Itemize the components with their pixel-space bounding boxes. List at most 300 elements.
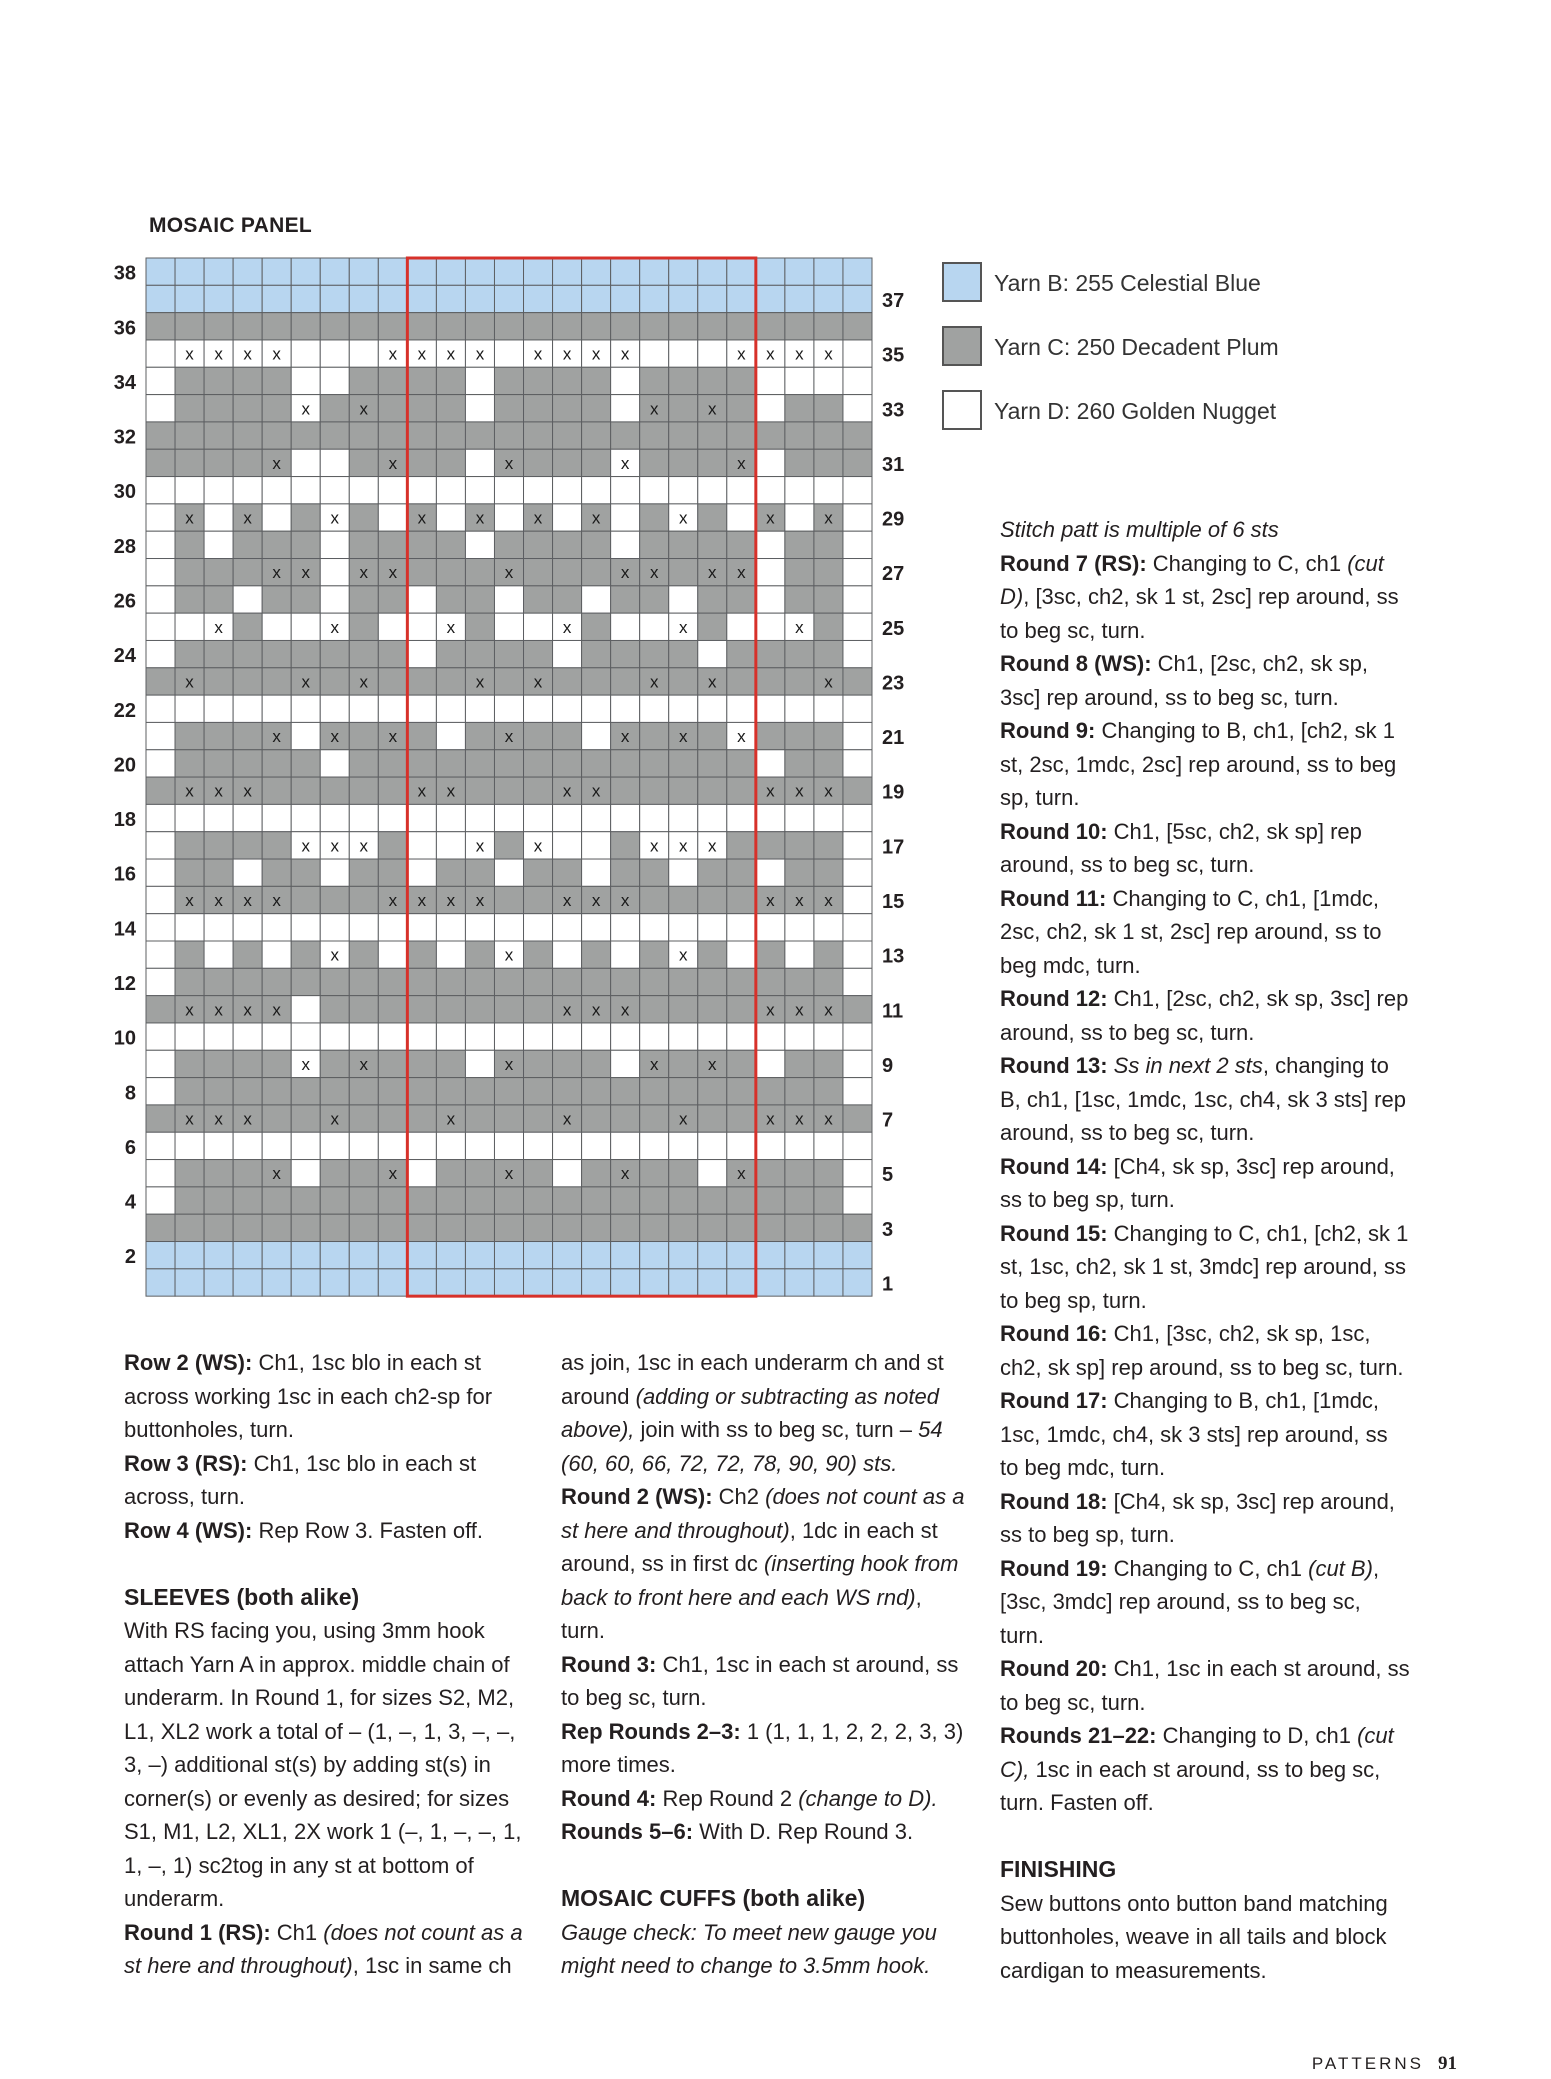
chart-cell <box>320 750 349 777</box>
chart-cell <box>378 422 407 449</box>
row-label-left: 30 <box>113 481 136 504</box>
chart-cell <box>640 340 669 367</box>
chart-cell <box>727 586 756 613</box>
row-label-left: 24 <box>113 645 136 668</box>
chart-cell <box>553 1078 582 1105</box>
x-mark: x <box>214 781 223 801</box>
row-label-right: 35 <box>882 344 905 367</box>
chart-cell <box>611 1214 640 1241</box>
chart-cell <box>262 1187 291 1214</box>
chart-cell <box>378 1269 407 1296</box>
chart-cell <box>669 914 698 941</box>
panel-title: MOSAIC PANEL <box>149 214 313 237</box>
chart-cell <box>349 1269 378 1296</box>
chart-cell <box>146 258 175 285</box>
chart-cell <box>494 367 523 394</box>
chart-cell <box>756 722 785 749</box>
chart-cell <box>204 1132 233 1159</box>
x-mark: x <box>766 891 775 911</box>
chart-cell <box>465 859 494 886</box>
chart-cell <box>843 477 872 504</box>
chart-cell <box>582 859 611 886</box>
chart-cell <box>698 313 727 340</box>
chart-cell <box>553 504 582 531</box>
gauge-check-note: Gauge check: To meet new gauge you might need to change to 3.5mm hook. <box>561 1919 937 1978</box>
x-mark: x <box>417 508 427 528</box>
chart-cell <box>494 832 523 859</box>
chart-cell <box>262 258 291 285</box>
chart-cell <box>698 914 727 941</box>
x-mark: x <box>533 672 543 692</box>
chart-cell <box>465 1160 494 1187</box>
chart-cell <box>465 586 494 613</box>
x-mark: x <box>620 453 630 473</box>
chart-cell <box>814 477 843 504</box>
chart-cell <box>349 777 378 804</box>
chart-cell <box>843 531 872 558</box>
chart-cell <box>407 1242 436 1269</box>
chart-cell <box>524 968 553 995</box>
chart-cell <box>204 1187 233 1214</box>
chart-cell <box>553 914 582 941</box>
legend-label-yarn-d: Yarn D: 260 Golden Nugget <box>994 398 1277 424</box>
round-instruction: Round 13: Ss in next 2 sts, changing to B, ch1, [1sc, 1mdc, 1sc, ch4, sk 3 sts] rep around, ss to beg sc, turn. <box>1000 1053 1406 1145</box>
chart-cell <box>378 668 407 695</box>
chart-cell <box>756 313 785 340</box>
chart-cell <box>175 941 204 968</box>
chart-cell <box>669 1187 698 1214</box>
chart-cell <box>320 313 349 340</box>
chart-cell <box>843 722 872 749</box>
chart-cell <box>175 859 204 886</box>
x-mark: x <box>737 453 746 473</box>
chart-cell <box>465 1105 494 1132</box>
chart-cell <box>611 367 640 394</box>
chart-cell <box>494 1132 523 1159</box>
chart-cell <box>640 859 669 886</box>
chart-cell <box>349 1078 378 1105</box>
x-mark: x <box>301 836 310 856</box>
chart-cell <box>175 586 204 613</box>
chart-cell <box>204 1160 233 1187</box>
chart-cell <box>262 1214 291 1241</box>
chart-cell <box>582 1269 611 1296</box>
chart-cell <box>669 1269 698 1296</box>
x-mark: x <box>330 1109 340 1129</box>
chart-cell <box>378 367 407 394</box>
chart-cell <box>233 449 262 476</box>
x-mark: x <box>272 344 281 364</box>
chart-cell <box>494 777 523 804</box>
chart-cell <box>349 722 378 749</box>
round-instruction: Round 15: Changing to C, ch1, [ch2, sk 1 st, 1sc, ch2, sk 1 st, 3mdc] rep around, ss to beg sp, turn. <box>1000 1220 1409 1313</box>
chart-cell <box>669 859 698 886</box>
chart-cell <box>407 1078 436 1105</box>
chart-cell <box>378 1214 407 1241</box>
chart-cell <box>436 1187 465 1214</box>
chart-cell <box>407 914 436 941</box>
chart-cell <box>727 395 756 422</box>
chart-cell <box>407 313 436 340</box>
x-mark: x <box>359 672 369 692</box>
chart-cell <box>262 504 291 531</box>
x-mark: x <box>591 508 601 528</box>
chart-cell <box>436 504 465 531</box>
chart-cell <box>698 1187 727 1214</box>
chart-cell <box>843 586 872 613</box>
chart-cell <box>814 422 843 449</box>
chart-cell <box>524 285 553 312</box>
chart-cell <box>524 531 553 558</box>
chart-cell <box>378 777 407 804</box>
chart-cell <box>582 640 611 667</box>
chart-cell <box>291 695 320 722</box>
chart-cell <box>378 313 407 340</box>
chart-cell <box>669 258 698 285</box>
chart-cell <box>698 777 727 804</box>
chart-cell <box>233 859 262 886</box>
chart-cell <box>320 285 349 312</box>
chart-cell <box>378 859 407 886</box>
row-label-right: 33 <box>882 399 905 422</box>
chart-cell <box>291 449 320 476</box>
chart-cell <box>233 914 262 941</box>
chart-cell <box>262 1105 291 1132</box>
chart-cell <box>727 941 756 968</box>
chart-cell <box>814 1023 843 1050</box>
chart-cell <box>320 367 349 394</box>
chart-cell <box>146 1160 175 1187</box>
chart-cell <box>291 285 320 312</box>
chart-cell <box>524 941 553 968</box>
chart-cell <box>465 1269 494 1296</box>
chart-cell <box>814 1050 843 1077</box>
x-mark: x <box>591 891 601 911</box>
chart-cell <box>756 914 785 941</box>
x-mark: x <box>737 1164 746 1184</box>
chart-cell <box>814 695 843 722</box>
chart-cell <box>727 1269 756 1296</box>
chart-cell <box>465 559 494 586</box>
chart-cell <box>843 750 872 777</box>
chart-cell <box>640 1242 669 1269</box>
chart-cell <box>640 886 669 913</box>
chart-cell <box>756 1269 785 1296</box>
x-mark: x <box>824 344 833 364</box>
chart-cell <box>262 804 291 831</box>
row-instruction: Row 3 (RS): Ch1, 1sc blo in each st across, turn. <box>124 1450 477 1509</box>
chart-cell <box>146 941 175 968</box>
chart-cell <box>465 422 494 449</box>
chart-cell <box>378 504 407 531</box>
chart-cell <box>640 258 669 285</box>
chart-cell <box>233 832 262 859</box>
chart-cell <box>814 859 843 886</box>
row-label-left: 8 <box>124 1082 136 1105</box>
chart-cell <box>843 504 872 531</box>
chart-cell <box>756 941 785 968</box>
chart-cell <box>204 313 233 340</box>
chart-cell <box>727 531 756 558</box>
x-mark: x <box>185 508 194 528</box>
chart-cell <box>320 668 349 695</box>
chart-cell <box>146 968 175 995</box>
chart-cell <box>320 1078 349 1105</box>
chart-cell <box>349 285 378 312</box>
chart-cell <box>553 804 582 831</box>
x-mark: x <box>272 563 281 583</box>
chart-cell <box>814 586 843 613</box>
chart-cell <box>727 996 756 1023</box>
finishing-heading: FINISHING <box>1000 1856 1117 1882</box>
chart-cell <box>553 285 582 312</box>
chart-cell <box>582 1160 611 1187</box>
chart-cell <box>146 1187 175 1214</box>
chart-cell <box>756 1132 785 1159</box>
chart-cell <box>378 1187 407 1214</box>
chart-cell <box>320 996 349 1023</box>
chart-cell <box>640 804 669 831</box>
chart-cell <box>465 449 494 476</box>
chart-cell <box>785 750 814 777</box>
chart-cell <box>436 395 465 422</box>
chart-cell <box>524 996 553 1023</box>
chart-cell <box>465 695 494 722</box>
chart-cell <box>349 1132 378 1159</box>
row-label-left: 34 <box>113 371 136 394</box>
chart-cell <box>727 832 756 859</box>
chart-cell <box>669 1023 698 1050</box>
round-1-instruction: Round 1 (RS): Ch1 (does not count as a st here and throughout), 1sc in same ch <box>124 1919 523 1978</box>
chart-cell <box>407 640 436 667</box>
chart-cell <box>175 395 204 422</box>
chart-cell <box>494 395 523 422</box>
chart-cell <box>524 367 553 394</box>
chart-cell <box>378 1242 407 1269</box>
chart-cell <box>494 668 523 695</box>
x-mark: x <box>795 344 804 364</box>
chart-cell <box>669 477 698 504</box>
chart-cell <box>582 722 611 749</box>
chart-cell <box>553 968 582 995</box>
chart-cell <box>524 258 553 285</box>
chart-cell <box>465 258 494 285</box>
chart-cell <box>349 313 378 340</box>
x-mark: x <box>475 891 485 911</box>
chart-cell <box>291 777 320 804</box>
chart-cell <box>407 559 436 586</box>
chart-cell <box>407 422 436 449</box>
chart-cell <box>669 340 698 367</box>
chart-cell <box>843 1269 872 1296</box>
chart-cell <box>727 477 756 504</box>
chart-cell <box>349 258 378 285</box>
chart-cell <box>407 1187 436 1214</box>
x-mark: x <box>708 563 717 583</box>
chart-cell <box>669 1160 698 1187</box>
chart-cell <box>582 449 611 476</box>
chart-cell <box>611 531 640 558</box>
chart-cell <box>553 859 582 886</box>
chart-cell <box>262 367 291 394</box>
chart-cell <box>233 1214 262 1241</box>
row-label-left: 10 <box>113 1027 136 1050</box>
chart-cell <box>611 1242 640 1269</box>
chart-cell <box>843 968 872 995</box>
chart-cell <box>407 750 436 777</box>
chart-cell <box>785 367 814 394</box>
x-mark: x <box>649 399 659 419</box>
chart-cell <box>146 750 175 777</box>
chart-cell <box>407 859 436 886</box>
chart-cell <box>204 586 233 613</box>
chart-cell <box>756 1050 785 1077</box>
row-label-left: 18 <box>113 809 136 832</box>
chart-cell <box>233 1160 262 1187</box>
chart-cell <box>640 914 669 941</box>
chart-cell <box>727 1242 756 1269</box>
chart-cell <box>146 640 175 667</box>
chart-cell <box>611 1269 640 1296</box>
x-mark: x <box>533 836 543 856</box>
chart-cell <box>494 750 523 777</box>
round-instruction: Round 7 (RS): Changing to C, ch1 (cut D), [3sc, ch2, sk 1 st, 2sc] rep around, ss to beg sc, turn. <box>1000 550 1399 643</box>
chart-cell <box>669 1214 698 1241</box>
chart-cell <box>349 968 378 995</box>
chart-cell <box>175 1160 204 1187</box>
chart-cell <box>146 559 175 586</box>
chart-cell <box>843 1078 872 1105</box>
x-mark: x <box>272 1000 281 1020</box>
chart-cell <box>146 1050 175 1077</box>
chart-cell <box>582 1132 611 1159</box>
chart-cell <box>407 996 436 1023</box>
chart-cell <box>494 586 523 613</box>
chart-cell <box>640 613 669 640</box>
chart-cell <box>291 586 320 613</box>
chart-cell <box>436 832 465 859</box>
chart-cell <box>320 914 349 941</box>
chart-cell <box>291 367 320 394</box>
chart-cell <box>407 477 436 504</box>
chart-cell <box>553 1214 582 1241</box>
chart-cell <box>698 941 727 968</box>
chart-cell <box>611 1105 640 1132</box>
chart-cell <box>756 559 785 586</box>
chart-cell <box>233 1050 262 1077</box>
chart-cell <box>843 1187 872 1214</box>
chart-cell <box>698 886 727 913</box>
chart-cell <box>146 1132 175 1159</box>
chart-cell <box>465 531 494 558</box>
chart-cell <box>407 968 436 995</box>
chart-cell <box>727 1023 756 1050</box>
chart-cell <box>843 1050 872 1077</box>
chart-cell <box>233 695 262 722</box>
x-mark: x <box>766 1109 775 1129</box>
chart-cell <box>407 668 436 695</box>
x-mark: x <box>214 1109 223 1129</box>
chart-cell <box>640 367 669 394</box>
chart-cell <box>349 1187 378 1214</box>
chart-cell <box>175 832 204 859</box>
chart-cell <box>436 804 465 831</box>
chart-cell <box>785 258 814 285</box>
chart-cell <box>611 695 640 722</box>
x-mark: x <box>504 1164 514 1184</box>
chart-cell <box>262 1050 291 1077</box>
chart-cell <box>553 1160 582 1187</box>
x-mark: x <box>591 781 601 801</box>
chart-cell <box>204 477 233 504</box>
x-mark: x <box>272 727 281 747</box>
chart-cell <box>407 258 436 285</box>
chart-cell <box>349 1023 378 1050</box>
chart-cell <box>349 504 378 531</box>
chart-cell <box>843 777 872 804</box>
chart-cell <box>553 1023 582 1050</box>
chart-cell <box>175 695 204 722</box>
chart-cell <box>262 613 291 640</box>
chart-cell <box>175 285 204 312</box>
chart-cell <box>843 613 872 640</box>
chart-cell <box>611 777 640 804</box>
chart-cell <box>814 1132 843 1159</box>
x-mark: x <box>330 617 340 637</box>
chart-cell <box>262 914 291 941</box>
chart-cell <box>611 1050 640 1077</box>
chart-cell <box>582 313 611 340</box>
x-mark: x <box>766 508 775 528</box>
chart-cell <box>175 1132 204 1159</box>
x-mark: x <box>620 891 630 911</box>
chart-cell <box>146 996 175 1023</box>
row-label-right: 7 <box>882 1109 894 1132</box>
chart-cell <box>146 1023 175 1050</box>
chart-cell <box>582 668 611 695</box>
chart-cell <box>843 449 872 476</box>
chart-cell <box>756 477 785 504</box>
x-mark: x <box>562 891 572 911</box>
chart-cell <box>524 1078 553 1105</box>
chart-cell <box>320 586 349 613</box>
chart-cell <box>146 886 175 913</box>
x-mark: x <box>678 945 688 965</box>
chart-cell <box>146 859 175 886</box>
chart-cell <box>436 477 465 504</box>
chart-cell <box>494 886 523 913</box>
chart-cell <box>582 285 611 312</box>
x-mark: x <box>620 1000 630 1020</box>
chart-cell <box>814 285 843 312</box>
chart-cell <box>407 832 436 859</box>
chart-cell <box>640 477 669 504</box>
chart-cell <box>553 640 582 667</box>
chart-cell <box>582 695 611 722</box>
chart-cell <box>262 668 291 695</box>
chart-cell <box>553 586 582 613</box>
chart-cell <box>349 477 378 504</box>
chart-cell <box>553 1242 582 1269</box>
row-label-left: 16 <box>113 863 136 886</box>
chart-cell <box>727 640 756 667</box>
chart-cell <box>291 477 320 504</box>
chart-cell <box>204 285 233 312</box>
x-mark: x <box>446 891 456 911</box>
x-mark: x <box>620 563 630 583</box>
chart-cell <box>698 477 727 504</box>
chart-cell <box>843 804 872 831</box>
